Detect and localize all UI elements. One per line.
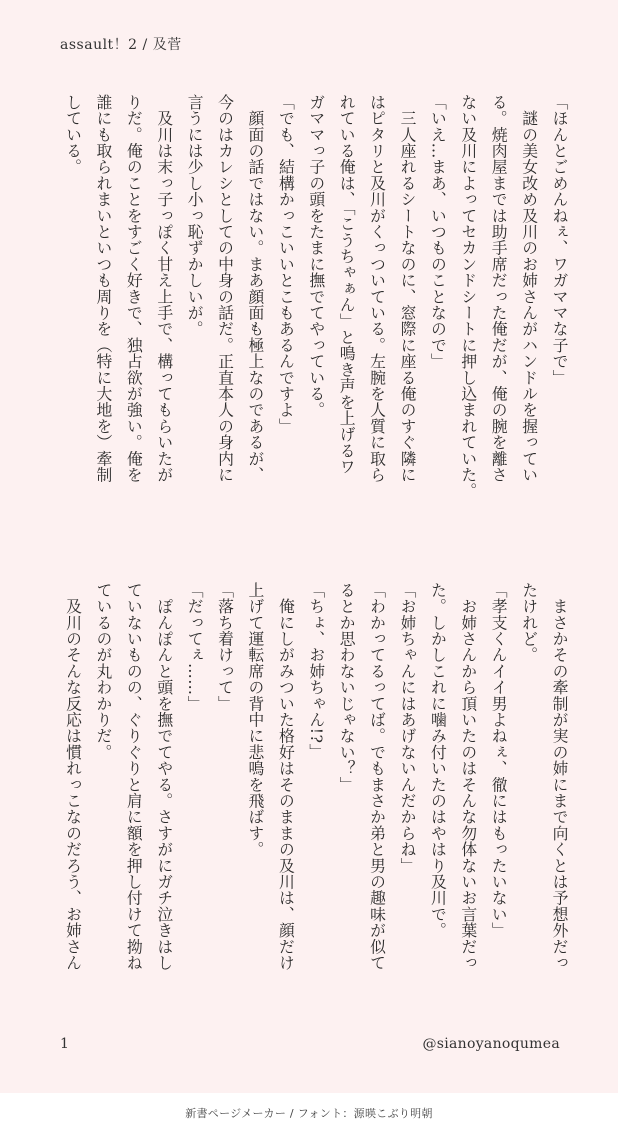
text-line: している。 — [63, 94, 83, 175]
text-line: りだ。俺のことをすごく好きで、独占欲が強い。俺を — [124, 94, 144, 483]
text-line: 「お姉ちゃんにはあげないんだからね」 — [397, 582, 417, 874]
text-line: 「落ち着けって」 — [215, 582, 235, 712]
text-line: るとか思わないじゃない？」 — [337, 582, 357, 793]
text-line: はピタリと及川がくっついている。左腕を人質に取ら — [367, 94, 387, 483]
text-line: 俺にしがみついた格好はそのままの及川は、顔だけ — [276, 582, 296, 971]
text-block-top — [57, 94, 574, 534]
text-line: れている俺は、「こうちゃぁん」と鳴き声を上げるワ — [337, 94, 357, 475]
page-number: 1 — [60, 1036, 69, 1052]
footer-bar — [0, 1093, 618, 1132]
text-line: 「わかってるってば。でもまさか弟と男の趣味が似て — [367, 582, 387, 971]
text-line: ぽんぽんと頭を撫でてやる。さすがにガチ泣きはし — [154, 582, 174, 971]
text-line: 今のはカレシとしての中身の話だ。正直本人の身内に — [215, 94, 235, 483]
text-line: 上げて運転席の背中に悲鳴を飛ばす。 — [245, 582, 265, 858]
text-line: 「ちょ、お姉ちゃん!?」 — [306, 582, 326, 760]
text-line: る。焼肉屋までは助手席だった俺だが、俺の腕を離さ — [489, 94, 509, 483]
text-line: 誰にも取られまいといつも周りを（特に大地を）牽制 — [93, 94, 113, 483]
text-line: ガママっ子の頭をたまに撫でてやっている。 — [306, 94, 326, 418]
text-line: 謎の美女改め及川のお姉さんがハンドルを握ってい — [519, 94, 539, 483]
text-line: た。しかしこれに噛み付いたのはやはり及川で。 — [428, 582, 448, 939]
text-line: 三人座れるシートなのに、窓際に座る俺のすぐ隣に — [397, 94, 417, 483]
text-line: お姉さんから頂いたのはそんな勿体ないお言葉だっ — [458, 582, 478, 971]
text-line: 「だってぇ……」 — [185, 582, 205, 712]
text-line: 「いえ…まあ、いつものことなので」 — [428, 94, 448, 370]
text-line: たけれど。 — [519, 582, 539, 663]
text-line: ない及川によってセカンドシートに押し込まれていた。 — [458, 94, 478, 499]
text-line: ているのが丸わかりだ。 — [93, 582, 113, 761]
header-title: assault！2 / 及菅 — [60, 37, 182, 53]
text-line: ていないものの、ぐりぐりと肩に額を押し付けて拗ね — [124, 582, 144, 971]
text-line: 「ほんとごめんねぇ、ワガママな子で」 — [550, 94, 569, 386]
text-line: 及川は末っ子っぽく甘え上手で、構ってもらいたが — [154, 94, 174, 483]
text-block-bottom — [57, 582, 574, 1022]
text-line: 顔面の話ではない。まあ顔面も極上なのであるが、 — [245, 94, 265, 483]
text-line: まさかその牽制が実の姉にまで向くとは予想外だっ — [550, 582, 569, 971]
text-line: 言うには少し小っ恥ずかしいが。 — [185, 94, 205, 337]
footer-credit: 新書ページメーカー / フォント：源暎こぶり明朝 — [185, 1106, 433, 1120]
text-line: 「でも、結構かっこいいとこもあるんですよ」 — [276, 94, 296, 435]
text-line: 及川のそんな反応は慣れっこなのだろう、お姉さん — [63, 582, 83, 971]
author-handle: @sianoyanoqumea — [422, 1036, 560, 1052]
text-line: 「孝支くんイイ男よねぇ、徹にはもったいない」 — [489, 582, 509, 939]
